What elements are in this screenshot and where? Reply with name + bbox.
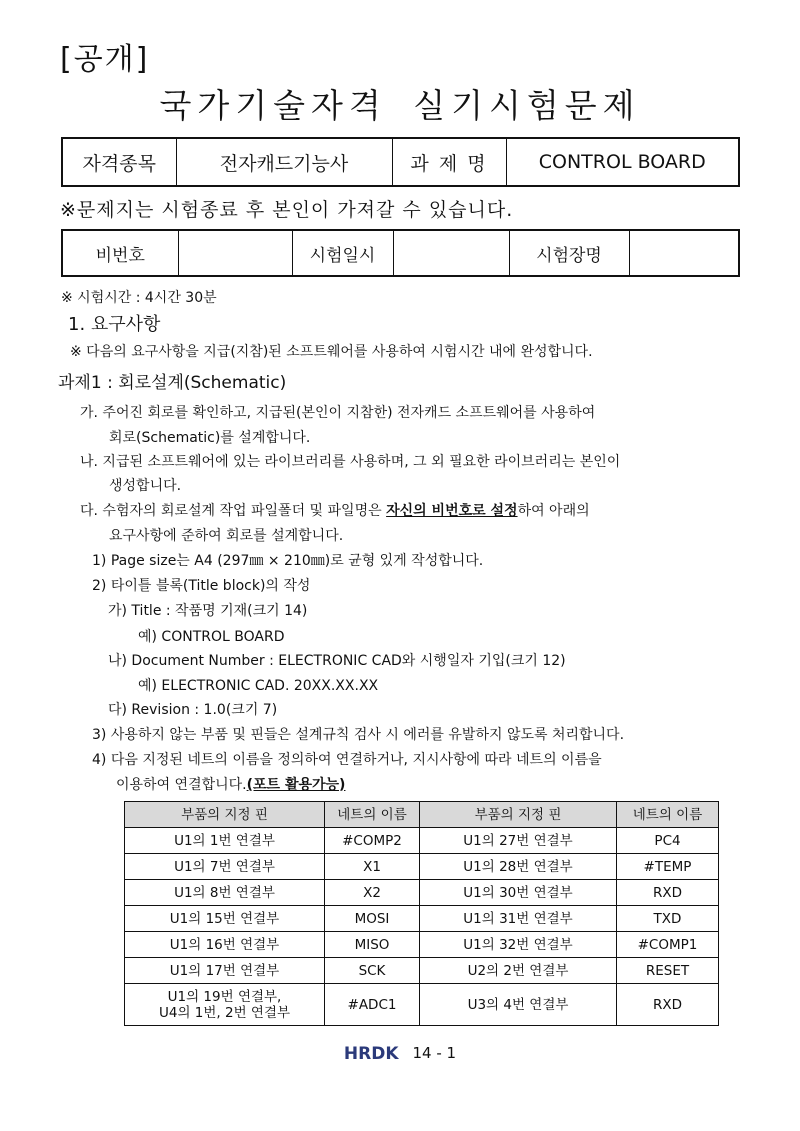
net-cell: X2 (325, 880, 420, 906)
sub-item-4-line2 (116, 774, 345, 794)
sub-item-2-ga-example: 예) CONTROL BOARD (138, 629, 285, 645)
document-title: 국가기술자격 실기시험문제 (159, 86, 641, 125)
table-row (125, 984, 719, 1026)
item-da-line1 (80, 500, 590, 520)
item-na-line1: 나. 지급된 소프트웨어에 있는 라이브러리를 사용하며, 그 외 필요한 라이브러리는 본인이 (80, 454, 621, 470)
net-cell: SCK (325, 958, 420, 984)
date-label: 시험일시 (292, 230, 393, 276)
pin-cell-line1: U1의 19번 연결부, (167, 988, 282, 1005)
sub-item-2-ga: 가) Title : 작품명 기재(크기 14) (108, 603, 308, 619)
item-ga-line1: 가. 주어진 회로를 확인하고, 지급된(본인이 지참한) 전자캐드 소프트웨어를 사용하여 (80, 405, 596, 421)
task1-heading: 과제1 : 회로설계(Schematic) (58, 373, 287, 393)
pin-cell: U1의 28번 연결부 (420, 854, 617, 880)
net-cell: RXD (617, 984, 719, 1026)
pin-cell: U1의 7번 연결부 (125, 854, 325, 880)
pin-cell: U1의 1번 연결부 (125, 828, 325, 854)
sub-item-1: 1) Page size는 A4 (297㎜ × 210㎜)로 균형 있게 작성합니다. (92, 553, 484, 569)
section-note: ※ 다음의 요구사항을 지급(지참)된 소프트웨어를 사용하여 시험시간 내에 완성합니다. (70, 344, 593, 360)
sub-item-4-line1: 4) 다음 지정된 네트의 이름을 정의하여 연결하거나, 지시사항에 따라 네트의 이름을 (92, 752, 602, 768)
item-da-line2: 요구사항에 준하여 회로를 설계합니다. (109, 528, 344, 544)
pin-cell: U1의 27번 연결부 (420, 828, 617, 854)
section-heading: 1. 요구사항 (68, 314, 161, 335)
field-value: 전자캐드기능사 (176, 138, 392, 186)
id-label: 비번호 (62, 230, 178, 276)
exam-time: ※ 시험시간 : 4시간 30분 (61, 290, 217, 306)
table-row (125, 906, 719, 932)
pin-cell: U1의 17번 연결부 (125, 958, 325, 984)
sub-item-2-na-example: 예) ELECTRONIC CAD. 20XX.XX.XX (138, 678, 379, 694)
hrdk-logo: HRDK (343, 1044, 399, 1064)
net-cell: #COMP2 (325, 828, 420, 854)
net-cell: X1 (325, 854, 420, 880)
item-da-text-c: 하여 아래의 (517, 503, 590, 519)
net-cell: #TEMP (617, 854, 719, 880)
net-cell: RESET (617, 958, 719, 984)
sub-item-4-text: 이용하여 연결합니다. (116, 777, 247, 793)
date-value (393, 230, 509, 276)
table-row (125, 828, 719, 854)
item-da-emphasis: 자신의 비번호로 설정 (386, 503, 518, 519)
public-tag: [공개] (60, 42, 150, 77)
port-usable-note: (포트 활용가능) (246, 777, 346, 793)
net-cell: PC4 (617, 828, 719, 854)
sub-item-3: 3) 사용하지 않는 부품 및 핀들은 설계규칙 검사 시 에러를 유발하지 않도록 처리합니다. (92, 727, 625, 743)
task-label: 과 제 명 (392, 138, 506, 186)
net-name-table (124, 801, 719, 1026)
pin-cell: U1의 16번 연결부 (125, 932, 325, 958)
pin-cell: U1의 32번 연결부 (420, 932, 617, 958)
item-na-line2: 생성합니다. (109, 478, 182, 494)
column-header: 부품의 지정 핀 (420, 802, 617, 828)
pin-cell: U3의 4번 연결부 (420, 984, 617, 1026)
pin-cell: U1의 15번 연결부 (125, 906, 325, 932)
field-label: 자격종목 (62, 138, 176, 186)
table-header-row (125, 802, 719, 828)
id-value (178, 230, 292, 276)
net-cell: #ADC1 (325, 984, 420, 1026)
pin-cell (125, 984, 325, 1026)
table-row (125, 854, 719, 880)
take-home-notice: ※문제지는 시험종료 후 본인이 가져갈 수 있습니다. (60, 199, 514, 221)
column-header: 부품의 지정 핀 (125, 802, 325, 828)
pin-cell: U1의 31번 연결부 (420, 906, 617, 932)
table-row (125, 880, 719, 906)
column-header: 네트의 이름 (325, 802, 420, 828)
pin-cell: U1의 30번 연결부 (420, 880, 617, 906)
net-cell: #COMP1 (617, 932, 719, 958)
sub-item-2-na: 나) Document Number : ELECTRONIC CAD와 시행일자 기입(크기 12) (108, 653, 566, 669)
page-footer (0, 1044, 800, 1064)
column-header: 네트의 이름 (617, 802, 719, 828)
pin-cell: U1의 8번 연결부 (125, 880, 325, 906)
sub-item-2-da: 다) Revision : 1.0(크기 7) (108, 702, 278, 718)
sub-item-2: 2) 타이틀 블록(Title block)의 작성 (92, 578, 311, 594)
room-value (629, 230, 739, 276)
net-cell: RXD (617, 880, 719, 906)
table-row (125, 932, 719, 958)
pin-cell: U2의 2번 연결부 (420, 958, 617, 984)
pin-cell-line2: U4의 1번, 2번 연결부 (158, 1004, 291, 1021)
exam-info-table (61, 229, 740, 277)
qualification-table (61, 137, 740, 187)
room-label: 시험장명 (509, 230, 629, 276)
page-number: 14 - 1 (412, 1044, 457, 1062)
table-row (125, 958, 719, 984)
item-ga-line2: 회로(Schematic)를 설계합니다. (109, 430, 311, 446)
net-cell: TXD (617, 906, 719, 932)
net-cell: MOSI (325, 906, 420, 932)
net-cell: MISO (325, 932, 420, 958)
task-value: CONTROL BOARD (506, 138, 739, 186)
item-da-text-a: 다. 수험자의 회로설계 작업 파일폴더 및 파일명은 (80, 503, 387, 519)
